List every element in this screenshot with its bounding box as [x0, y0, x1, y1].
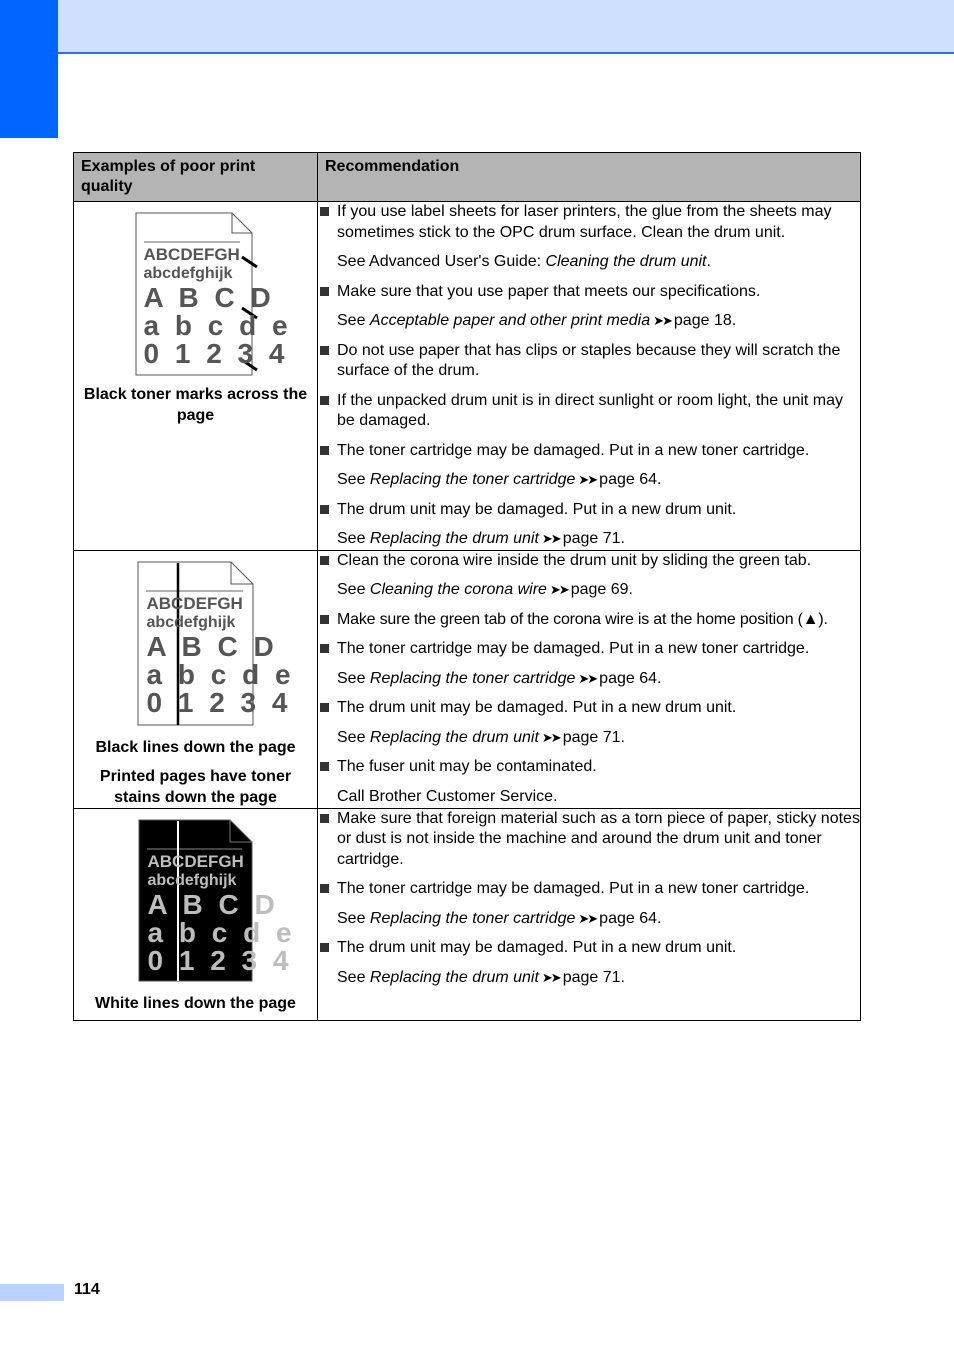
sample-text-line: abcdefghijk	[147, 871, 237, 889]
sample-print-white-lines	[138, 819, 296, 983]
bullet-icon	[320, 556, 329, 565]
see-reference: Call Brother Customer Service.	[337, 787, 558, 805]
sample-text-line: abcdefghijk	[143, 265, 233, 282]
example-cell	[74, 550, 318, 808]
sample-text-line: A B C D	[147, 888, 279, 920]
recommendation-item: The drum unit may be damaged. Put in a new drum unit.	[318, 500, 860, 521]
example-caption: Printed pages have toner stains down the page	[99, 767, 292, 806]
bullet-icon	[320, 762, 329, 771]
recommendation-item: If the unpacked drum unit is in direct sunlight or room light, the unit may be damaged.	[318, 391, 860, 432]
bullet-icon	[320, 446, 329, 455]
sample-text-line: ABCDEFGH	[147, 851, 244, 871]
double-arrow-icon: ➤➤	[578, 472, 597, 487]
column-header-examples: Examples of poor print quality	[74, 153, 318, 202]
table-header-row	[74, 153, 861, 202]
bullet-icon	[320, 207, 329, 216]
double-arrow-icon: ➤➤	[541, 531, 560, 546]
recommendation-item: The toner cartridge may be damaged. Put in a new toner cartridge.	[318, 441, 860, 462]
page-number: 114	[74, 1281, 100, 1298]
double-arrow-icon: ➤➤	[541, 969, 560, 985]
sample-text-line: 0 1 2 3 4	[147, 944, 293, 976]
bullet-icon	[320, 943, 329, 952]
chapter-tab	[0, 0, 58, 138]
recommendation-item: Make sure that foreign material such as a torn piece of paper, sticky notes or dust is not inside the machine and around the drum unit and toner cartridge.	[318, 809, 860, 871]
recommendation-item: Clean the corona wire inside the drum unit by sliding the green tab.	[318, 551, 860, 572]
recommendation-item: Make sure that you use paper that meets our specifications.	[318, 282, 860, 303]
example-caption: Black toner marks across the page	[83, 386, 308, 424]
sample-text-line: ABCDEFGH	[146, 593, 243, 613]
sample-text-line: a b c d e	[147, 916, 296, 948]
page-header-band	[0, 0, 954, 54]
example-cell	[74, 202, 318, 551]
sample-text-line: a b c d e	[146, 658, 295, 690]
recommendation-item: Make sure the green tab of the corona wire is at the home position (▲).	[318, 610, 860, 631]
see-reference: See Advanced User's Guide: Cleaning the drum unit.	[337, 253, 711, 270]
double-arrow-icon: ➤➤	[549, 582, 568, 597]
see-reference: See Replacing the toner cartridge ➤➤ page 64.	[337, 471, 662, 488]
recommendation-item: The fuser unit may be contaminated.	[318, 757, 860, 778]
sample-text-line: A B C D	[143, 282, 275, 313]
table-row	[74, 808, 861, 1020]
recommendation-cell	[318, 550, 861, 808]
sample-print-black-lines	[137, 561, 295, 727]
see-reference: See Acceptable paper and other print media ➤➤ page 18.	[337, 312, 737, 329]
bullet-icon	[320, 505, 329, 514]
example-caption: White lines down the page	[95, 994, 296, 1012]
sample-text-line: 0 1 2 3 4	[143, 338, 289, 369]
recommendation-cell	[318, 202, 861, 551]
recommendation-item: The toner cartridge may be damaged. Put in a new toner cartridge.	[318, 879, 860, 900]
recommendation-item: The toner cartridge may be damaged. Put in a new toner cartridge.	[318, 639, 860, 660]
see-reference: See Replacing the toner cartridge ➤➤ page 64.	[337, 909, 662, 927]
recommendation-item: The drum unit may be damaged. Put in a new drum unit.	[318, 698, 860, 719]
double-arrow-icon: ➤➤	[578, 910, 597, 926]
sample-print-toner-marks	[134, 212, 292, 376]
sample-text-line: 0 1 2 3 4	[146, 686, 292, 718]
page-number-band	[0, 1284, 64, 1301]
recommendation-cell	[318, 808, 861, 1020]
double-arrow-icon: ➤➤	[578, 670, 597, 686]
see-reference: See Replacing the drum unit ➤➤ page 71.	[337, 968, 625, 986]
bullet-icon	[320, 703, 329, 712]
see-reference: See Replacing the toner cartridge ➤➤ page 64.	[337, 669, 662, 687]
sample-text-line: a b c d e	[143, 310, 292, 341]
recommendation-item: If you use label sheets for laser printers, the glue from the sheets may sometimes stick to the OPC drum surface. Clean the drum unit.	[318, 202, 860, 243]
recommendation-item: The drum unit may be damaged. Put in a new drum unit.	[318, 938, 860, 959]
table-row	[74, 202, 861, 551]
table-row	[74, 550, 861, 808]
bullet-icon	[320, 287, 329, 296]
example-caption: Black lines down the page	[95, 738, 296, 756]
bullet-icon	[320, 396, 329, 405]
bullet-icon	[320, 346, 329, 355]
example-cell	[74, 808, 318, 1020]
bullet-icon	[320, 615, 329, 624]
bullet-icon	[320, 814, 329, 823]
column-header-recommendation: Recommendation	[318, 153, 861, 202]
double-arrow-icon: ➤➤	[541, 729, 560, 745]
sample-text-line: ABCDEFGH	[143, 245, 240, 264]
troubleshooting-table	[73, 152, 861, 1021]
see-reference: See Replacing the drum unit ➤➤ page 71.	[337, 530, 625, 547]
sample-text-line: A B C D	[146, 630, 278, 662]
bullet-icon	[320, 644, 329, 653]
see-reference: See Replacing the drum unit ➤➤ page 71.	[337, 728, 625, 746]
recommendation-item: Do not use paper that has clips or staples because they will scratch the surface of the drum.	[318, 341, 860, 382]
see-reference: See Cleaning the corona wire ➤➤ page 69.	[337, 581, 633, 598]
bullet-icon	[320, 884, 329, 893]
sample-text-line: abcdefghijk	[146, 613, 236, 631]
double-arrow-icon: ➤➤	[653, 313, 671, 328]
